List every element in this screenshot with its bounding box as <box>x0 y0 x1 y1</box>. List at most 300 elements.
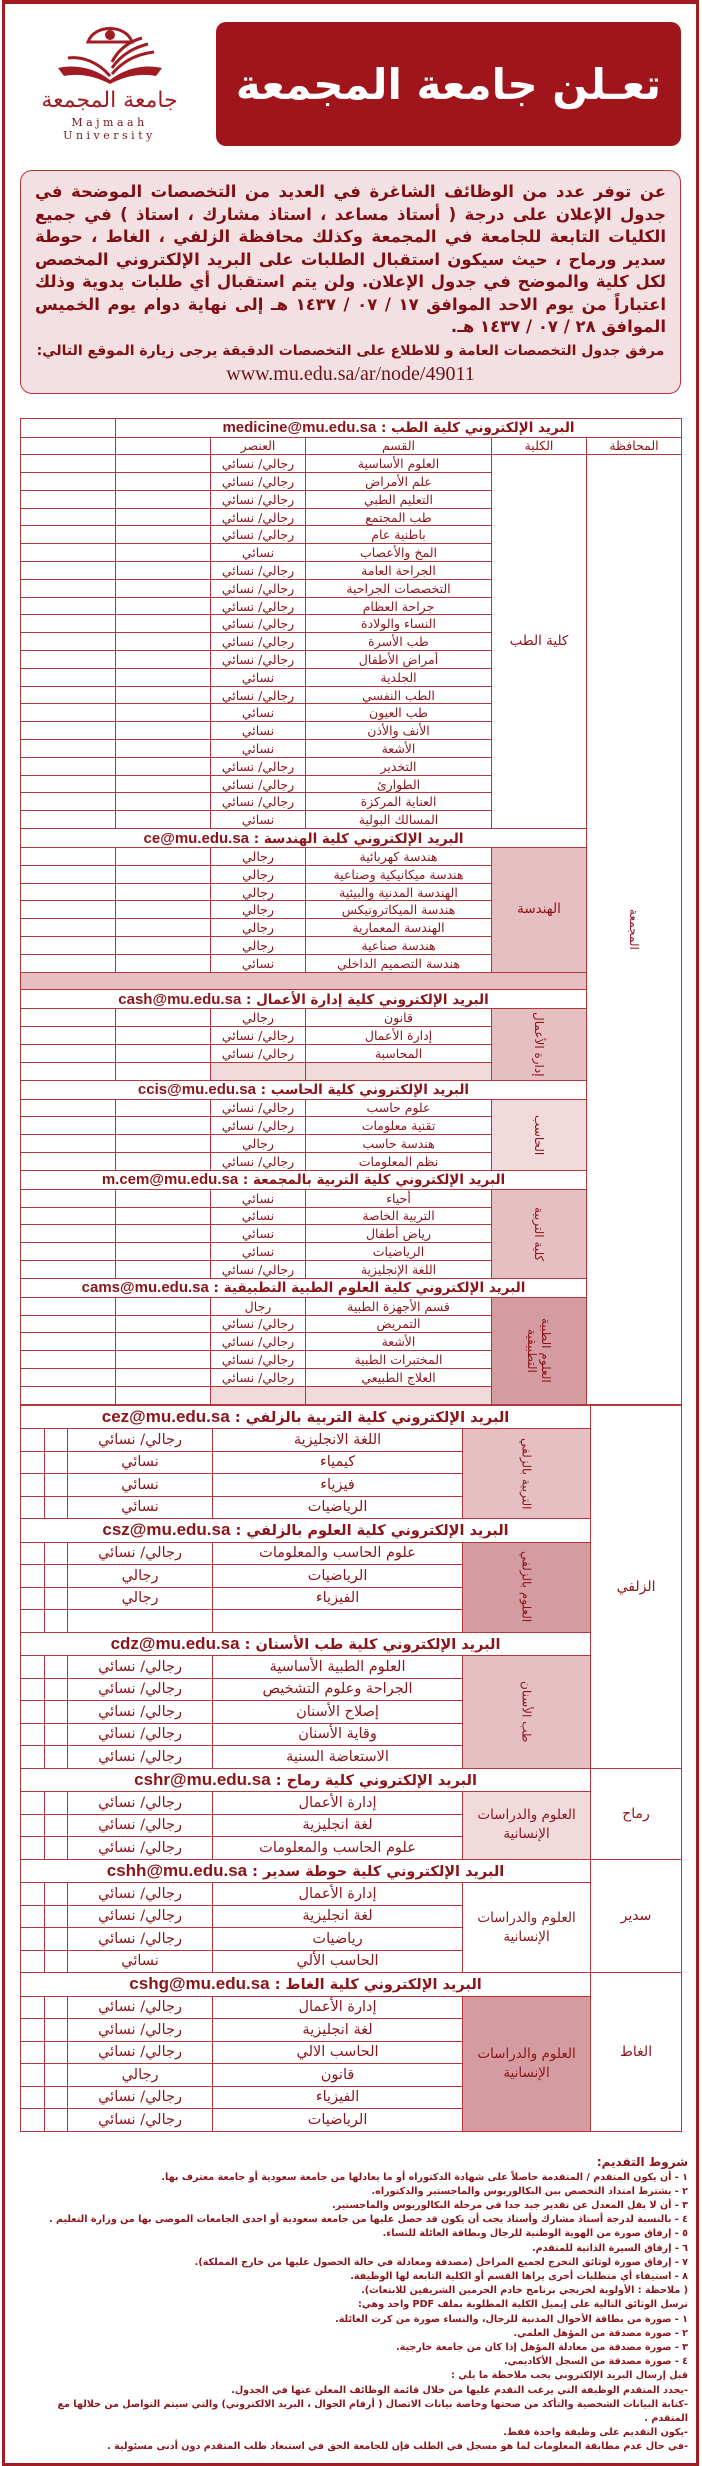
empty-cell <box>21 1243 116 1261</box>
governorate-cell: الغاط <box>591 1973 682 2132</box>
empty-cell <box>116 775 211 793</box>
empty-cell <box>45 2064 68 2087</box>
college-name: طب الأسنان <box>519 1681 534 1743</box>
empty-cell <box>21 473 116 491</box>
intro-text: عن توفر عدد من الوظائف الشاغرة في العديد من التخصصات الموضحة في جدول الإعلان على درجة ( أستاذ مساعد ، استاذ مشارك ، استاذ ) في جميع الكليات التابعة للجامعة في المجمعة وكذلك محافظة الزلفي ، الغاط ، حوطة سدير ورماح ، حيث سيكون استقبال الطلبات على البريد الإلكتروني المخصص لكل كلية والموضح في جدول الإعلان. ولن يتم استقبال أي طلبات يدوية وذلك اعتباراً من يوم الاحد الموافق ١٧ / ٠٧ / ١٤٣٧ هـ إلى نهاية دوام يوم الخميس الموافق ٢٨ / ٠٧ / ١٤٣٧ هـ. <box>35 182 667 336</box>
department-cell: الرياضيات <box>213 1496 463 1519</box>
empty-cell <box>116 740 211 758</box>
element-cell: رجال <box>211 1297 306 1315</box>
element-cell: رجالي/ نسائي <box>68 1928 213 1951</box>
email-label: البريد الإلكتروني كلية حوطة سدير : <box>252 1863 505 1880</box>
empty-cell <box>116 1009 211 1027</box>
email-label: البريد الإلكتروني كلية طب الأسنان : <box>244 1636 501 1653</box>
empty-cell <box>21 1996 45 2019</box>
table-row <box>21 1099 682 1117</box>
element-cell: رجالي <box>211 901 306 919</box>
empty-cell <box>21 1027 116 1045</box>
element-cell: رجالي/ نسائي <box>211 1315 306 1333</box>
empty-cell <box>116 757 211 775</box>
department-cell: التعليم الطبي <box>306 490 492 508</box>
element-cell: نسائي <box>68 1950 213 1973</box>
element-cell: رجالي/ نسائي <box>211 793 306 811</box>
spacer-cell <box>21 972 587 990</box>
college-name: الهندسة <box>517 901 561 918</box>
empty-cell <box>21 954 116 972</box>
element-cell: رجالي/ نسائي <box>68 2019 213 2042</box>
empty-cell <box>45 1474 68 1497</box>
empty-cell <box>21 526 116 544</box>
email-address[interactable]: ce@mu.edu.sa <box>143 829 250 847</box>
empty-cell <box>116 562 211 580</box>
college-cell <box>463 1883 591 1973</box>
element-cell <box>68 1610 213 1633</box>
college-name: كلية التربية <box>532 1206 546 1261</box>
college-email-header <box>116 418 682 437</box>
empty-cell <box>116 1135 211 1153</box>
application-terms <box>28 2154 688 2455</box>
element-cell: نسائي <box>211 1225 306 1243</box>
empty-cell <box>116 508 211 526</box>
element-cell: نسائي <box>68 1451 213 1474</box>
empty-cell <box>21 740 116 758</box>
empty-cell <box>21 937 116 955</box>
empty-cell <box>45 1678 68 1701</box>
empty-cell <box>116 597 211 615</box>
spacer-row <box>21 972 682 990</box>
empty-cell <box>21 2041 45 2064</box>
empty-cell <box>45 1928 68 1951</box>
empty-cell <box>21 1099 116 1117</box>
department-cell: الرياضيات <box>306 1243 492 1261</box>
department-cell: الفيزياء <box>213 1587 463 1610</box>
element-cell: رجالي/ نسائي <box>211 455 306 473</box>
department-cell: هندسة التصميم الداخلي <box>306 954 492 972</box>
terms-line: ٧ - إرفاق صورة لوثائق التخرج لجميع المراحل (مصدقة ومعادلة في حالة الحصول عليها من خارج المملكة). <box>194 2256 688 2268</box>
department-cell: علم الأمراض <box>306 473 492 491</box>
element-cell <box>211 1062 306 1080</box>
intro-note: مرفق جدول التخصصات العامة و للاطلاع على التخصصات الدقيقة يرجى زيارة الموقع التالي: <box>36 342 665 359</box>
department-cell: لغة انجليزية <box>213 1814 463 1837</box>
email-address[interactable]: cshr@mu.edu.sa <box>134 1769 271 1789</box>
college-cell <box>463 1542 591 1632</box>
empty-cell <box>21 775 116 793</box>
email-label: البريد الإلكتروني كلية الغاط : <box>274 1977 482 1994</box>
element-cell: رجالي <box>211 1009 306 1027</box>
element-cell: رجالي/ نسائي <box>68 1996 213 2019</box>
email-address[interactable]: cshh@mu.edu.sa <box>106 1860 248 1880</box>
element-cell: نسائي <box>211 668 306 686</box>
email-row <box>21 1859 682 1883</box>
email-row <box>21 1170 682 1189</box>
department-cell: العناية المركزة <box>306 793 492 811</box>
empty-cell <box>21 1496 45 1519</box>
college-email-header <box>21 1859 591 1883</box>
department-cell: هندسة صناعية <box>306 937 492 955</box>
college-name: العلوم بالزلفي <box>519 1551 534 1623</box>
header-governorate: المحافظة <box>587 437 682 455</box>
email-label: البريد الإلكتروني كلية الهندسة : <box>253 830 464 847</box>
department-cell: طب العيون <box>306 704 492 722</box>
element-cell: رجالي <box>211 848 306 866</box>
department-cell: إدارة الأعمال <box>213 1883 463 1906</box>
department-cell: جراحة العظام <box>306 597 492 615</box>
element-cell: نسائي <box>211 811 306 829</box>
logo-english-name: Majmaah University <box>63 116 156 142</box>
terms-title: شروط التقديم: <box>596 2154 688 2169</box>
table-row <box>21 1883 682 1906</box>
terms-line: ( ملاحظة : الأولوية لخريجي برنامج خادم الحرمين الشريفين للابتعاث). <box>361 2285 688 2297</box>
department-cell: الجراحة العامة <box>306 562 492 580</box>
empty-cell <box>116 722 211 740</box>
empty-cell <box>116 704 211 722</box>
empty-cell <box>21 757 116 775</box>
empty-cell <box>45 1723 68 1746</box>
empty-cell <box>116 811 211 829</box>
element-cell: رجالي <box>211 883 306 901</box>
college-email-header <box>21 1405 591 1429</box>
department-cell: اللغة الإنجليزية <box>306 1260 492 1278</box>
empty-cell <box>116 437 211 455</box>
terms-line: -في حال عدم مطابقة المعلومات لما هو مسجل في الطلب فإن للجامعة الحق في استبعاد طلب المتقدم دون أدنى مسئولية . <box>107 2441 688 2453</box>
header-element: العنصر <box>211 437 306 455</box>
empty-cell <box>45 1542 68 1565</box>
table-row <box>21 455 682 473</box>
email-row <box>21 1519 682 1543</box>
empty-cell <box>21 1950 45 1973</box>
department-cell: الأشعة <box>306 1333 492 1351</box>
empty-cell <box>116 919 211 937</box>
college-cell <box>492 1099 587 1170</box>
empty-cell <box>21 562 116 580</box>
college-name: كلية الطب <box>509 633 569 650</box>
empty-cell <box>21 1678 45 1701</box>
college-cell <box>492 848 587 973</box>
element-cell: رجالي/ نسائي <box>68 1792 213 1815</box>
empty-cell <box>45 2019 68 2042</box>
governorate-cell: سدير <box>591 1859 682 1973</box>
college-email-header <box>21 829 587 848</box>
element-cell: رجالي/ نسائي <box>211 473 306 491</box>
empty-cell <box>116 544 211 562</box>
empty-cell <box>21 1656 45 1679</box>
terms-line: ٨ - استيفاء أي متطلبات أخرى يراها القسم أو الكلية التابعة لها الوظيفة. <box>350 2270 688 2282</box>
college-email-header <box>21 1080 587 1099</box>
empty-cell <box>116 937 211 955</box>
vacancies-table-majmaah <box>20 418 682 1405</box>
empty-cell <box>21 1542 45 1565</box>
element-cell: رجالي/ نسائي <box>211 562 306 580</box>
empty-cell <box>21 1723 45 1746</box>
email-address[interactable]: cshg@mu.edu.sa <box>129 1974 270 1994</box>
empty-cell <box>21 919 116 937</box>
department-cell: قانون <box>213 2064 463 2087</box>
element-cell: نسائي <box>211 722 306 740</box>
college-cell <box>463 1792 591 1860</box>
department-cell: الفيزياء <box>213 2086 463 2109</box>
empty-cell <box>116 686 211 704</box>
college-name: العلوم والدراسات الإنسانية <box>477 2045 576 2081</box>
empty-cell <box>21 1701 45 1724</box>
department-cell: التخدير <box>306 757 492 775</box>
email-row <box>21 1632 682 1656</box>
terms-line: ٣ - صورة مصدقة من معادلة المؤهل إذا كان من جامعة خارجية. <box>396 2341 688 2353</box>
element-cell: رجالي/ نسائي <box>68 1678 213 1701</box>
department-cell: المختبرات الطبية <box>306 1351 492 1369</box>
element-cell: رجالي/ نسائي <box>211 686 306 704</box>
empty-cell <box>45 1451 68 1474</box>
element-cell: رجالي/ نسائي <box>211 651 306 669</box>
empty-cell <box>21 2086 45 2109</box>
empty-cell <box>21 686 116 704</box>
empty-cell <box>116 1045 211 1063</box>
email-address[interactable]: m.cem@mu.edu.sa <box>101 1171 239 1189</box>
empty-cell <box>21 811 116 829</box>
element-cell: نسائي <box>68 1496 213 1519</box>
element-cell: رجالي <box>211 1135 306 1153</box>
college-email-header <box>21 1170 587 1189</box>
empty-cell <box>21 1386 116 1404</box>
department-cell <box>306 1386 492 1404</box>
empty-cell <box>45 1792 68 1815</box>
department-cell: الرياضيات <box>213 1565 463 1588</box>
department-cell: الجلدية <box>306 668 492 686</box>
email-label: البريد الإلكتروني كلية رماح : <box>275 1772 477 1789</box>
department-cell: أحياء <box>306 1189 492 1207</box>
empty-cell <box>21 597 116 615</box>
element-cell: رجالي/ نسائي <box>68 1746 213 1769</box>
table-row <box>21 1996 682 2019</box>
element-cell: رجالي/ نسائي <box>211 775 306 793</box>
department-cell: الطوارئ <box>306 775 492 793</box>
empty-cell <box>116 1117 211 1135</box>
department-cell: كيمياء <box>213 1451 463 1474</box>
college-name: التربية بالزلفي <box>519 1437 534 1510</box>
element-cell: رجالي/ نسائي <box>68 1656 213 1679</box>
empty-cell <box>116 1099 211 1117</box>
empty-cell <box>21 668 116 686</box>
college-cell <box>492 1009 587 1080</box>
empty-cell <box>21 1610 45 1633</box>
department-cell: باطنية عام <box>306 526 492 544</box>
empty-cell <box>45 2041 68 2064</box>
empty-cell <box>21 1315 116 1333</box>
empty-cell <box>21 490 116 508</box>
empty-cell <box>21 651 116 669</box>
terms-line: ٢ - صورة مصدقة من المؤهل العلمي. <box>513 2327 688 2339</box>
department-cell: رياضيات <box>213 1928 463 1951</box>
empty-cell <box>21 1135 116 1153</box>
email-address[interactable]: medicine@mu.edu.sa <box>222 419 377 436</box>
element-cell: رجالي/ نسائي <box>68 2109 213 2132</box>
element-cell: رجالي <box>211 865 306 883</box>
department-cell: أمراض الأطفال <box>306 651 492 669</box>
element-cell: رجالي/ نسائي <box>211 633 306 651</box>
empty-cell <box>116 1243 211 1261</box>
college-name: إدارة الأعمال <box>532 1012 546 1077</box>
empty-cell <box>21 1905 45 1928</box>
governorate-cell: الزلفي <box>591 1405 682 1768</box>
college-email-header <box>21 1768 591 1792</box>
email-address[interactable]: cams@mu.edu.sa <box>81 1279 209 1297</box>
governorate-cell <box>587 455 682 1404</box>
table-row <box>21 848 682 866</box>
empty-cell <box>21 1792 45 1815</box>
empty-cell <box>21 508 116 526</box>
empty-cell <box>116 1027 211 1045</box>
empty-cell <box>21 455 116 473</box>
element-cell: رجالي/ نسائي <box>211 1351 306 1369</box>
table-row <box>21 1189 682 1207</box>
empty-cell <box>21 2064 45 2087</box>
terms-line: -يكون التقديم على وظيفة واحدة فقط. <box>503 2427 688 2439</box>
element-cell: رجالي/ نسائي <box>68 2086 213 2109</box>
terms-line: ترسل الوثائق التالية على إيميل الكلية المطلوبة بملف PDF واحد وهي: <box>358 2299 688 2311</box>
header-department: القسم <box>306 437 492 455</box>
department-cell: الأنف والأذن <box>306 722 492 740</box>
empty-cell <box>21 418 116 437</box>
element-cell: رجالي/ نسائي <box>211 597 306 615</box>
department-cell: هندسة كهربائية <box>306 848 492 866</box>
college-cell <box>463 1429 591 1519</box>
element-cell: نسائي <box>211 954 306 972</box>
element-cell: رجالي <box>211 937 306 955</box>
department-cell: التمريض <box>306 1315 492 1333</box>
empty-cell <box>116 651 211 669</box>
department-cell: هندسة ميكانيكية وصناعية <box>306 865 492 883</box>
empty-cell <box>45 1996 68 2019</box>
element-cell: نسائي <box>68 1474 213 1497</box>
table-row <box>21 1297 682 1315</box>
empty-cell <box>45 1587 68 1610</box>
department-cell: العلاج الطبيعي <box>306 1368 492 1386</box>
empty-cell <box>116 579 211 597</box>
empty-cell <box>45 1883 68 1906</box>
department-cell: طب المجتمع <box>306 508 492 526</box>
department-cell: الطب النفسي <box>306 686 492 704</box>
element-cell: نسائي <box>211 704 306 722</box>
logo-arabic-name: جامعة المجمعة <box>41 88 178 113</box>
email-address[interactable]: ccis@mu.edu.sa <box>137 1081 256 1099</box>
department-cell: الهندسة المدنية والبيئية <box>306 883 492 901</box>
empty-cell <box>116 668 211 686</box>
department-cell: النساء والولادة <box>306 615 492 633</box>
email-address[interactable]: cdz@mu.edu.sa <box>110 1633 240 1653</box>
announcement-title: تعـلن جامعة المجمعة <box>235 59 662 109</box>
empty-cell <box>21 1565 45 1588</box>
department-cell: العلوم الطبية الأساسية <box>213 1656 463 1679</box>
email-label: البريد الإلكتروني كلية الطب : <box>381 420 575 436</box>
empty-cell <box>116 1333 211 1351</box>
empty-cell <box>21 1883 45 1906</box>
empty-cell <box>21 1225 116 1243</box>
empty-cell <box>21 722 116 740</box>
empty-cell <box>21 1837 45 1860</box>
empty-cell <box>21 793 116 811</box>
empty-cell <box>45 1429 68 1452</box>
element-cell: رجالي/ نسائي <box>211 508 306 526</box>
department-cell: إدارة الأعمال <box>213 1996 463 2019</box>
element-cell: رجالي/ نسائي <box>211 1117 306 1135</box>
empty-cell <box>21 1587 45 1610</box>
department-cell: العلوم الأساسية <box>306 455 492 473</box>
element-cell: رجالي/ نسائي <box>68 2041 213 2064</box>
empty-cell <box>21 1474 45 1497</box>
empty-cell <box>116 473 211 491</box>
department-cell: المحاسبة <box>306 1045 492 1063</box>
empty-cell <box>116 1225 211 1243</box>
empty-cell <box>21 1351 116 1369</box>
email-label: البريد الإلكتروني كلية التربية بالمجمعة : <box>242 1172 506 1189</box>
empty-cell <box>21 633 116 651</box>
empty-cell <box>21 1297 116 1315</box>
email-label: البريد الإلكتروني كلية التربية بالزلفي : <box>234 1409 510 1426</box>
empty-cell <box>21 1062 116 1080</box>
college-email-header <box>21 990 587 1009</box>
empty-cell <box>21 1333 116 1351</box>
department-cell: الرياضيات <box>213 2109 463 2132</box>
college-name: العلوم الطبية التطبيقية <box>525 1318 553 1384</box>
empty-cell <box>116 1351 211 1369</box>
department-cell: قانون <box>306 1009 492 1027</box>
empty-cell <box>116 1260 211 1278</box>
college-email-header <box>21 1519 591 1543</box>
college-email-header <box>21 1278 587 1297</box>
empty-cell <box>45 1701 68 1724</box>
empty-cell <box>45 1950 68 1973</box>
element-cell: رجالي/ نسائي <box>211 1152 306 1170</box>
college-name: الحاسب <box>532 1114 546 1155</box>
element-cell: رجالي/ نسائي <box>211 1333 306 1351</box>
email-address[interactable]: csz@mu.edu.sa <box>102 1520 231 1540</box>
empty-cell <box>116 1315 211 1333</box>
college-name: العلوم والدراسات الإنسانية <box>477 1909 576 1945</box>
terms-line: ٦ - إرفاق السيرة الذاتية للمتقدم. <box>531 2242 688 2254</box>
element-cell: رجالي <box>68 1565 213 1588</box>
empty-cell <box>21 1451 45 1474</box>
empty-cell <box>21 2019 45 2042</box>
college-cell <box>463 1656 591 1769</box>
department-cell: التخصصات الجراحية <box>306 579 492 597</box>
college-cell <box>463 1996 591 2131</box>
empty-cell <box>21 1189 116 1207</box>
element-cell: رجالي/ نسائي <box>68 1883 213 1906</box>
department-cell: إدارة الأعمال <box>213 1792 463 1815</box>
website-link[interactable]: www.mu.edu.sa/ar/node/49011 <box>226 362 475 385</box>
college-cell <box>492 455 587 829</box>
email-label: البريد الإلكتروني كلية إدارة الأعمال : <box>246 991 489 1008</box>
empty-cell <box>116 793 211 811</box>
element-cell: نسائي <box>211 1243 306 1261</box>
department-cell: هندسة حاسب <box>306 1135 492 1153</box>
email-address[interactable]: cez@mu.edu.sa <box>101 1406 230 1426</box>
empty-cell <box>21 615 116 633</box>
empty-cell <box>116 1368 211 1386</box>
email-address[interactable]: cash@mu.edu.sa <box>118 990 242 1008</box>
terms-line: ١ - أن يكون المتقدم / المتقدمة حاصلاً على شهادة الدكتوراه أو ما يعادلها من جامعة سعودية أو جامعة معترف بها. <box>161 2171 688 2183</box>
empty-cell <box>45 1837 68 1860</box>
element-cell: رجالي <box>211 919 306 937</box>
empty-cell <box>45 1656 68 1679</box>
college-cell <box>492 1189 587 1278</box>
terms-line: ٣ - أن لا يقل المعدل عن تقدير جيد جدا في مرحلة البكالوريوس والماجستير. <box>331 2199 688 2211</box>
email-row <box>21 829 682 848</box>
table-row <box>21 1792 682 1815</box>
empty-cell <box>21 1368 116 1386</box>
element-cell: نسائي <box>211 1189 306 1207</box>
empty-cell <box>116 526 211 544</box>
empty-cell <box>116 615 211 633</box>
empty-cell <box>21 883 116 901</box>
